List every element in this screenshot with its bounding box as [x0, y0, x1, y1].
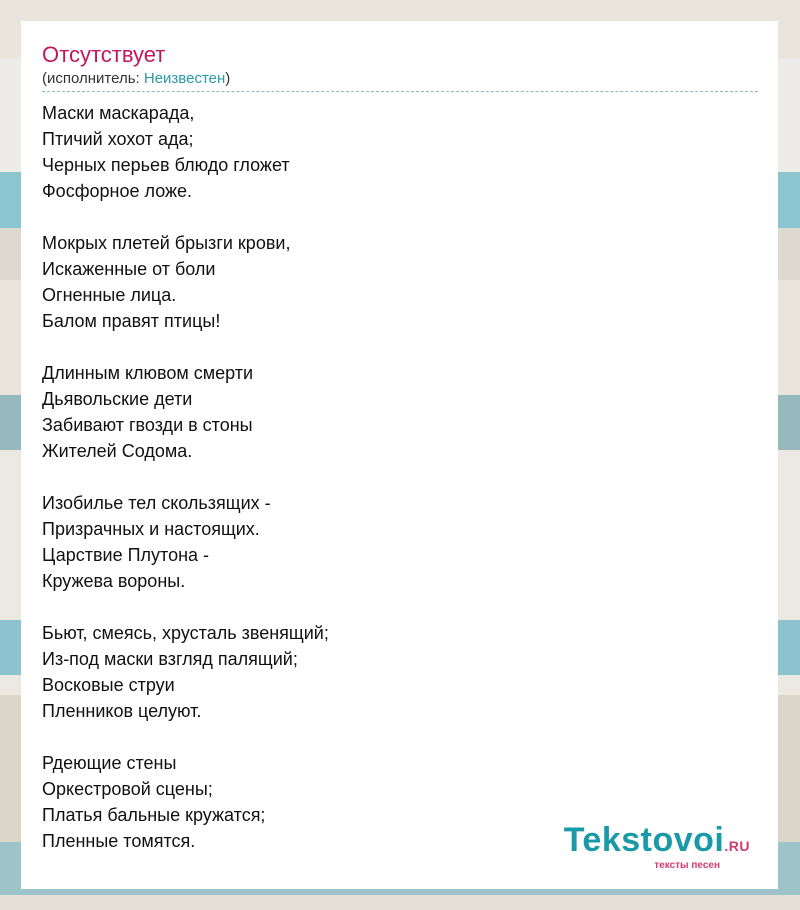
artist-prefix: (исполнитель:: [42, 70, 144, 87]
lyric-line: Восковые струи: [42, 675, 175, 695]
lyric-line: Рдеющие стены: [42, 753, 177, 773]
artist-suffix: ): [225, 70, 231, 87]
artist-link[interactable]: Неизвестен: [143, 70, 226, 87]
stanza: [42, 360, 758, 464]
lyric-line: Пленников целуют.: [42, 701, 202, 721]
lyric-line: Из-под маски взгляд палящий;: [42, 649, 298, 669]
lyric-line: Жителей Содома.: [42, 441, 193, 461]
logo-wordmark: [564, 823, 750, 863]
lyric-line: Огненные лица.: [42, 285, 177, 305]
stanza: [42, 620, 758, 724]
artist-line: [42, 69, 758, 92]
lyric-line: Бьют, смеясь, хрусталь звенящий;: [42, 623, 329, 643]
stanza: [42, 100, 758, 204]
logo-tld: .RU: [724, 838, 750, 854]
site-logo[interactable]: [564, 823, 750, 871]
lyric-line: Изобилье тел скользящих -: [42, 493, 271, 513]
song-title: Отсутствует: [42, 42, 166, 67]
lyric-line: Черных перьев блюдо гложет: [42, 155, 290, 175]
lyric-line: Кружева вороны.: [42, 571, 186, 591]
stanza: [42, 490, 758, 594]
stanza: [42, 230, 758, 334]
lyric-line: Царствие Плутона -: [42, 545, 210, 565]
lyric-line: Мокрых плетей брызги крови,: [42, 233, 291, 253]
lyric-line: Пленные томятся.: [42, 831, 196, 851]
lyric-line: Платья бальные кружатся;: [42, 805, 266, 825]
lyric-line: Забивают гвозди в стоны: [42, 415, 253, 435]
lyric-line: Фосфорное ложе.: [42, 181, 193, 201]
lyric-line: Птичий хохот ада;: [42, 129, 194, 149]
lyric-line: Призрачных и настоящих.: [42, 519, 260, 539]
lyrics-card: [21, 21, 778, 889]
logo-tagline: тексты песен: [654, 860, 720, 871]
lyric-line: Дьявольские дети: [42, 389, 193, 409]
lyrics-text: [42, 100, 758, 854]
lyric-line: Маски маскарада,: [42, 103, 195, 123]
lyric-line: Балом правят птицы!: [42, 311, 221, 331]
lyric-line: Длинным клювом смерти: [42, 363, 254, 383]
lyric-line: Искаженные от боли: [42, 259, 216, 279]
lyric-line: Оркестровой сцены;: [42, 779, 213, 799]
logo-name: Tekstovoi: [563, 821, 725, 859]
